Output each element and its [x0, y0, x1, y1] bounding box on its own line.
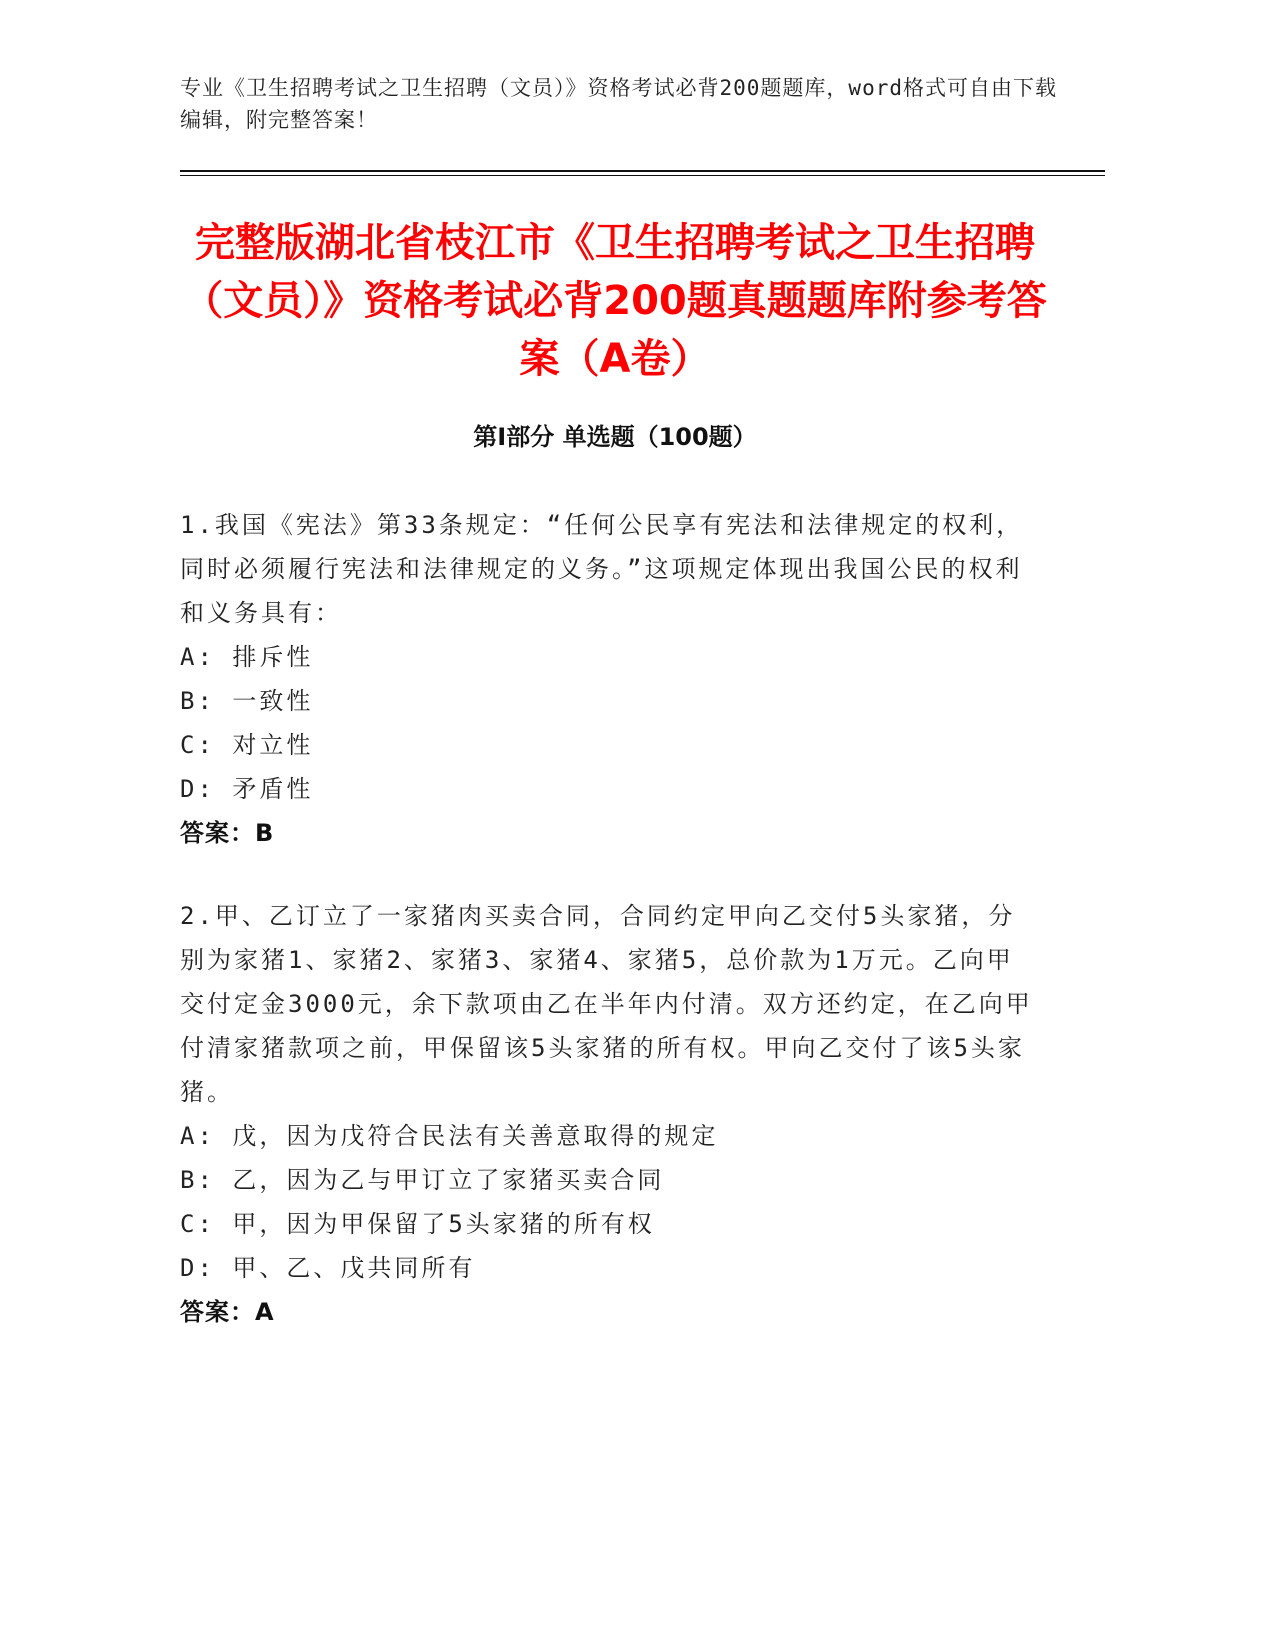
section-heading: 第I部分 单选题（100题）: [473, 423, 757, 451]
question-1: [180, 503, 1040, 855]
header-divider-thin: [180, 175, 1105, 176]
question-stem: 2.甲、乙订立了一家猪肉买卖合同，合同约定甲向乙交付5头家猪，分别为家猪1、家猪2、家猪3、家猪4、家猪5，总价款为1万元。乙向甲交付定金3000元，余下款项由乙在半年内付清。双方还约定，在乙向甲付清家猪款项之前，甲保留该5头家猪的所有权。甲向乙交付了该5头家猪。: [180, 902, 1033, 1106]
option-b: B: 一致性: [180, 687, 314, 715]
question-stem: 1.我国《宪法》第33条规定：“任何公民享有宪法和法律规定的权利，同时必须履行宪法和法律规定的义务。”这项规定体现出我国公民的权利和义务具有：: [180, 511, 1024, 627]
answer: 答案：B: [180, 819, 275, 847]
option-c: C: 对立性: [180, 731, 314, 759]
option-d: D: 矛盾性: [180, 775, 314, 803]
option-d: D: 甲、乙、戊共同所有: [180, 1254, 476, 1282]
document-title: 完整版湖北省枝江市《卫生招聘考试之卫生招聘（文员）》资格考试必背200题真题题库附参考答案（A卷）: [183, 220, 1047, 382]
question-2: [180, 894, 1040, 1334]
option-a: A: 排斥性: [180, 643, 314, 671]
header-note: 专业《卫生招聘考试之卫生招聘（文员）》资格考试必背200题题库，word格式可自由下载编辑，附完整答案！: [180, 76, 1057, 132]
header-divider-thick: [180, 170, 1105, 172]
option-a: A: 戊，因为戊符合民法有关善意取得的规定: [180, 1122, 719, 1150]
answer: 答案：A: [180, 1298, 275, 1326]
option-c: C: 甲，因为甲保留了5头家猪的所有权: [180, 1210, 655, 1238]
option-b: B: 乙，因为乙与甲订立了家猪买卖合同: [180, 1166, 665, 1194]
